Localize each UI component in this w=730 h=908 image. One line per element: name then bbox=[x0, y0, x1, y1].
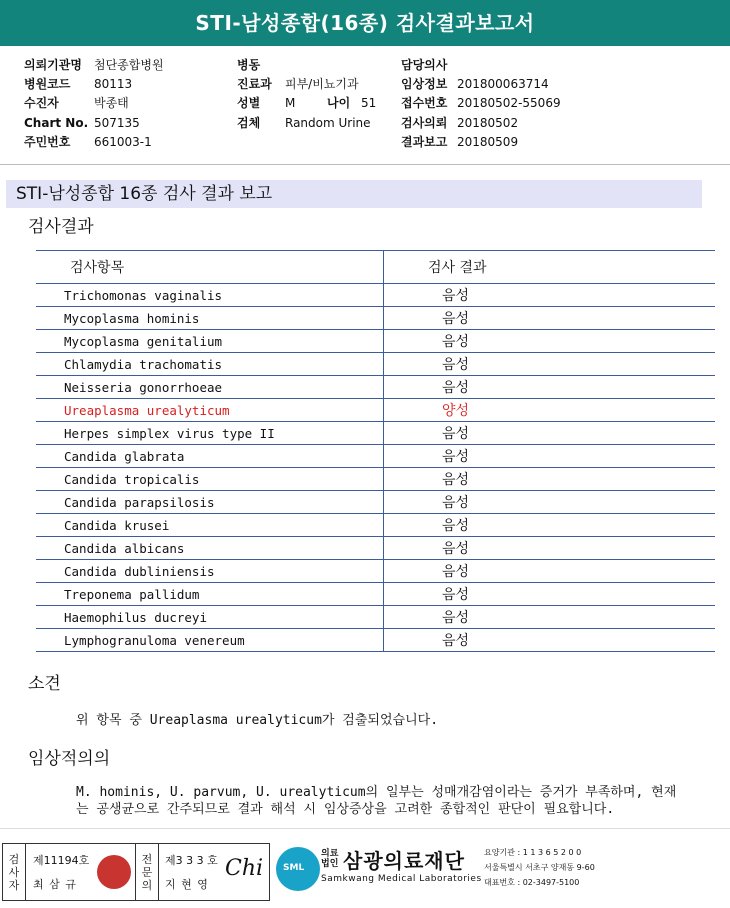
table-row bbox=[36, 560, 715, 583]
request-value: 20180502 bbox=[457, 116, 519, 130]
table-row bbox=[36, 537, 715, 560]
clinical-line-1: M. hominis, U. parvum, U. urealyticum의 일부는 성매개감염이라는 증거가 부족하며, 현재 bbox=[76, 785, 677, 800]
test-result: 음성 bbox=[384, 560, 716, 583]
test-result: 음성 bbox=[384, 376, 716, 399]
patient-info bbox=[0, 52, 730, 152]
id-value: 661003-1 bbox=[94, 135, 152, 149]
address: 서울특별시 서초구 양재동 9-60 bbox=[484, 863, 595, 872]
test-result: 음성 bbox=[384, 307, 716, 330]
test-result: 양성 bbox=[384, 399, 716, 422]
findings-heading: 소견 bbox=[28, 674, 61, 694]
table-row bbox=[36, 284, 715, 307]
divider bbox=[0, 164, 730, 165]
test-item-name: Candida albicans bbox=[36, 537, 384, 560]
test-result: 음성 bbox=[384, 629, 716, 652]
report-label: 결과보고 bbox=[401, 135, 448, 149]
inspector-name: 최 삼 규 bbox=[33, 878, 77, 891]
test-item-name: Lymphogranuloma venereum bbox=[36, 629, 384, 652]
test-item-name: Mycoplasma genitalium bbox=[36, 330, 384, 353]
test-result: 음성 bbox=[384, 468, 716, 491]
age-value: 51 bbox=[361, 96, 377, 110]
table-row bbox=[36, 583, 715, 606]
logo-abbr: SML bbox=[283, 863, 305, 873]
chart-label: Chart No. bbox=[24, 116, 89, 130]
test-item-name: Ureaplasma urealyticum bbox=[36, 399, 384, 422]
report-title: STI-남성종합(16종) 검사결과보고서 bbox=[0, 0, 730, 46]
test-item-name: Mycoplasma hominis bbox=[36, 307, 384, 330]
sex-value: M bbox=[285, 96, 296, 110]
table-row bbox=[36, 399, 715, 422]
report-value: 20180509 bbox=[457, 135, 519, 149]
section-title: STI-남성종합 16종 검사 결과 보고 bbox=[6, 180, 702, 208]
doctor-label: 담당의사 bbox=[401, 58, 448, 72]
sex-label: 성별 bbox=[237, 96, 261, 110]
footer bbox=[0, 842, 730, 908]
test-result: 음성 bbox=[384, 606, 716, 629]
chart-value: 507135 bbox=[94, 116, 140, 130]
table-row bbox=[36, 376, 715, 399]
test-result: 음성 bbox=[384, 445, 716, 468]
table-row bbox=[36, 307, 715, 330]
id-label: 주민번호 bbox=[24, 135, 71, 149]
request-label: 검사의뢰 bbox=[401, 116, 448, 130]
test-result: 음성 bbox=[384, 514, 716, 537]
code-label: 병원코드 bbox=[24, 77, 71, 91]
ward-label: 병동 bbox=[237, 58, 261, 72]
table-row bbox=[36, 422, 715, 445]
table-row bbox=[36, 491, 715, 514]
test-result: 음성 bbox=[384, 353, 716, 376]
test-item-name: Chlamydia trachomatis bbox=[36, 353, 384, 376]
test-result: 음성 bbox=[384, 330, 716, 353]
specialist-license: 제3 3 3 호 bbox=[165, 854, 218, 867]
table-row bbox=[36, 606, 715, 629]
specialist-label: 전 문 의 bbox=[135, 844, 159, 900]
test-item-name: Neisseria gonorrhoeae bbox=[36, 376, 384, 399]
test-item-name: Trichomonas vaginalis bbox=[36, 284, 384, 307]
dept-value: 피부/비뇨기과 bbox=[285, 77, 359, 91]
test-result: 음성 bbox=[384, 284, 716, 307]
footer-divider bbox=[0, 828, 730, 829]
clinical-line-2: 는 공생균으로 간주되므로 결과 해석 시 임상증상을 고려한 종합적인 판단이 필요합니다. bbox=[76, 802, 615, 817]
test-item-name: Candida glabrata bbox=[36, 445, 384, 468]
org-english: Samkwang Medical Laboratories bbox=[321, 874, 482, 884]
results-heading: 검사결과 bbox=[28, 217, 94, 237]
clinical-info-value: 201800063714 bbox=[457, 77, 549, 91]
results-table bbox=[36, 250, 715, 652]
seal-icon bbox=[97, 855, 131, 889]
patient-label: 수진자 bbox=[24, 96, 59, 110]
signature-box bbox=[2, 843, 270, 901]
test-item-name: Herpes simplex virus type II bbox=[36, 422, 384, 445]
test-item-name: Treponema pallidum bbox=[36, 583, 384, 606]
test-result: 음성 bbox=[384, 583, 716, 606]
dept-label: 진료과 bbox=[237, 77, 272, 91]
column-header-result: 검사 결과 bbox=[384, 251, 716, 284]
hospital-label: 의뢰기관명 bbox=[24, 58, 82, 72]
clinical-info-label: 임상정보 bbox=[401, 77, 448, 91]
inspector-license: 제11194호 bbox=[33, 854, 90, 867]
table-row bbox=[36, 629, 715, 652]
org-name: 삼광의료재단 bbox=[343, 849, 465, 873]
reception-label: 접수번호 bbox=[401, 96, 448, 110]
clinical-heading: 임상적의의 bbox=[28, 749, 111, 769]
reception-value: 20180502-55069 bbox=[457, 96, 561, 110]
inspector-label: 검 사 자 bbox=[3, 844, 26, 900]
test-item-name: Haemophilus ducreyi bbox=[36, 606, 384, 629]
age-label: 나이 bbox=[327, 96, 351, 110]
table-row bbox=[36, 330, 715, 353]
table-row bbox=[36, 468, 715, 491]
findings-text: 위 항목 중 Ureaplasma urealyticum가 검출되었습니다. bbox=[76, 713, 439, 728]
patient-value: 박종태 bbox=[94, 96, 129, 110]
hospital-value: 첨단종합병원 bbox=[94, 58, 164, 72]
code-value: 80113 bbox=[94, 77, 133, 91]
test-result: 음성 bbox=[384, 422, 716, 445]
column-header-item: 검사항목 bbox=[36, 251, 384, 284]
table-row bbox=[36, 353, 715, 376]
specialist-name: 지 현 영 bbox=[165, 878, 209, 891]
table-row bbox=[36, 445, 715, 468]
phone: 대표번호 : 02-3497-5100 bbox=[484, 878, 580, 887]
test-result: 음성 bbox=[384, 537, 716, 560]
test-item-name: Candida parapsilosis bbox=[36, 491, 384, 514]
specimen-label: 검체 bbox=[237, 116, 261, 130]
test-result: 음성 bbox=[384, 491, 716, 514]
test-item-name: Candida dubliniensis bbox=[36, 560, 384, 583]
test-item-name: Candida krusei bbox=[36, 514, 384, 537]
specimen-value: Random Urine bbox=[285, 116, 371, 130]
signature-icon: Chi bbox=[225, 856, 264, 881]
test-item-name: Candida tropicalis bbox=[36, 468, 384, 491]
corp-label: 의료 법인 bbox=[321, 849, 339, 869]
table-row bbox=[36, 514, 715, 537]
registration: 요양기관 : 1 1 3 6 5 2 0 0 bbox=[484, 848, 582, 857]
